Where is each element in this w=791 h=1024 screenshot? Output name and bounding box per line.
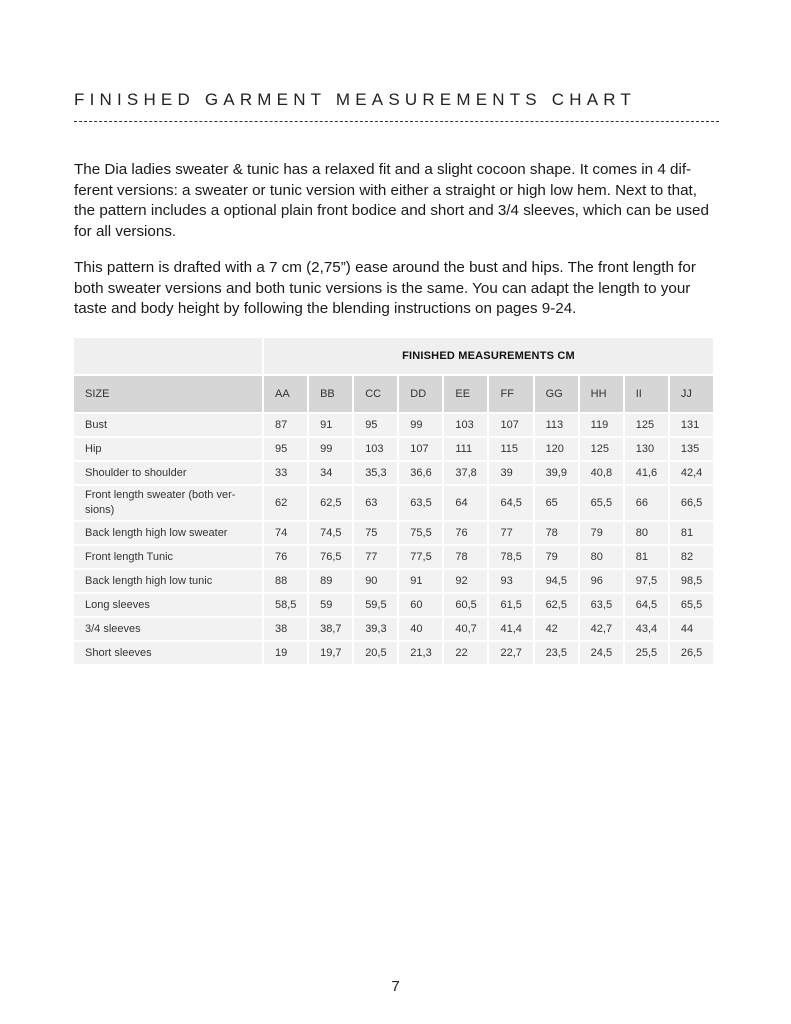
table-cell: 64,5 xyxy=(625,594,668,616)
table-cell: 65,5 xyxy=(580,486,623,520)
table-cell: 78 xyxy=(444,546,487,568)
table-cell: 39,3 xyxy=(354,618,397,640)
table-cell: 60 xyxy=(399,594,442,616)
table-cell: 119 xyxy=(580,414,623,436)
ease-paragraph: This pattern is drafted with a 7 cm (2,75”) ease around the bust and hips. The front length for both sweater versions and both tunic versions is the same. You can adapt the length to your taste and body height by following the blending instructions on pages 9-24. xyxy=(74,259,696,317)
table-cell: 36,6 xyxy=(399,462,442,484)
size-header-cell: BB xyxy=(309,376,352,412)
table-cell: 62,5 xyxy=(309,486,352,520)
size-header-cell: GG xyxy=(535,376,578,412)
table-row xyxy=(74,594,713,616)
table-cell: 42,4 xyxy=(670,462,713,484)
table-cell: 40 xyxy=(399,618,442,640)
row-label: Hip xyxy=(74,438,262,460)
table-cell: 59 xyxy=(309,594,352,616)
table-cell: 93 xyxy=(489,570,532,592)
dashed-divider xyxy=(74,121,719,122)
table-cell: 120 xyxy=(535,438,578,460)
size-header-cell: EE xyxy=(444,376,487,412)
table-cell: 65,5 xyxy=(670,594,713,616)
table-cell: 65 xyxy=(535,486,578,520)
size-header-cell: JJ xyxy=(670,376,713,412)
table-cell: 76,5 xyxy=(309,546,352,568)
table-cell: 107 xyxy=(489,414,532,436)
row-label: Front length sweater (both ver-sions) xyxy=(74,486,262,520)
table-cell: 24,5 xyxy=(580,642,623,664)
table-cell: 125 xyxy=(580,438,623,460)
table-cell: 99 xyxy=(399,414,442,436)
table-row xyxy=(74,546,713,568)
size-header-cell: DD xyxy=(399,376,442,412)
table-cell: 103 xyxy=(354,438,397,460)
table-row xyxy=(74,414,713,436)
table-cell: 97,5 xyxy=(625,570,668,592)
row-label: Bust xyxy=(74,414,262,436)
table-cell: 21,3 xyxy=(399,642,442,664)
row-label: Short sleeves xyxy=(74,642,262,664)
table-cell: 38,7 xyxy=(309,618,352,640)
table-cell: 42 xyxy=(535,618,578,640)
table-cell: 87 xyxy=(264,414,307,436)
table-cell: 95 xyxy=(264,438,307,460)
table-cell: 76 xyxy=(264,546,307,568)
table-row xyxy=(74,522,713,544)
table-cell: 96 xyxy=(580,570,623,592)
table-cell: 64 xyxy=(444,486,487,520)
table-cell: 78 xyxy=(535,522,578,544)
table-row xyxy=(74,438,713,460)
table-cell: 80 xyxy=(580,546,623,568)
size-header-cell: CC xyxy=(354,376,397,412)
table-cell: 43,4 xyxy=(625,618,668,640)
size-header-cell: II xyxy=(625,376,668,412)
table-row xyxy=(74,618,713,640)
table-cell: 44 xyxy=(670,618,713,640)
table-cell: 79 xyxy=(535,546,578,568)
intro-paragraph: The Dia ladies sweater & tunic has a relaxed fit and a slight cocoon shape. It comes in 4 dif-ferent versions: a sweater or tunic version with either a straight or high low hem. Next to that, the pattern includes a optional plain front bodice and short and 3/4 sleeves, which can be used for all versions. xyxy=(74,161,709,240)
table-cell: 75 xyxy=(354,522,397,544)
table-cell: 63,5 xyxy=(580,594,623,616)
group-header: FINISHED MEASUREMENTS CM xyxy=(264,338,713,374)
table-cell: 81 xyxy=(625,546,668,568)
row-label: Long sleeves xyxy=(74,594,262,616)
table-cell: 25,5 xyxy=(625,642,668,664)
table-cell: 135 xyxy=(670,438,713,460)
table-cell: 66 xyxy=(625,486,668,520)
table-cell: 92 xyxy=(444,570,487,592)
table-cell: 19 xyxy=(264,642,307,664)
table-cell: 111 xyxy=(444,438,487,460)
row-label: Back length high low sweater xyxy=(74,522,262,544)
table-cell: 33 xyxy=(264,462,307,484)
table-cell: 103 xyxy=(444,414,487,436)
table-cell: 61,5 xyxy=(489,594,532,616)
table-cell: 74 xyxy=(264,522,307,544)
table-cell: 98,5 xyxy=(670,570,713,592)
table-cell: 95 xyxy=(354,414,397,436)
table-cell: 26,5 xyxy=(670,642,713,664)
table-group-header-row xyxy=(74,338,713,374)
table-cell: 23,5 xyxy=(535,642,578,664)
table-cell: 19,7 xyxy=(309,642,352,664)
table-cell: 38 xyxy=(264,618,307,640)
table-cell: 62 xyxy=(264,486,307,520)
table-cell: 89 xyxy=(309,570,352,592)
table-cell: 60,5 xyxy=(444,594,487,616)
table-cell: 113 xyxy=(535,414,578,436)
table-row xyxy=(74,486,713,520)
size-header-cell: AA xyxy=(264,376,307,412)
row-label: Shoulder to shoulder xyxy=(74,462,262,484)
table-cell: 34 xyxy=(309,462,352,484)
table-cell: 76 xyxy=(444,522,487,544)
table-cell: 75,5 xyxy=(399,522,442,544)
table-cell: 77 xyxy=(354,546,397,568)
row-label: 3/4 sleeves xyxy=(74,618,262,640)
table-cell: 22 xyxy=(444,642,487,664)
table-cell: 41,6 xyxy=(625,462,668,484)
table-cell: 35,3 xyxy=(354,462,397,484)
table-cell: 41,4 xyxy=(489,618,532,640)
table-cell: 88 xyxy=(264,570,307,592)
measurements-table xyxy=(72,336,715,666)
table-cell: 130 xyxy=(625,438,668,460)
page-number: 7 xyxy=(391,978,400,995)
table-cell: 79 xyxy=(580,522,623,544)
row-label: Back length high low tunic xyxy=(74,570,262,592)
table-cell: 82 xyxy=(670,546,713,568)
table-cell: 39 xyxy=(489,462,532,484)
table-row xyxy=(74,642,713,664)
table-cell: 40,8 xyxy=(580,462,623,484)
table-corner-cell xyxy=(74,338,262,374)
table-cell: 22,7 xyxy=(489,642,532,664)
size-header-cell: FF xyxy=(489,376,532,412)
table-cell: 66,5 xyxy=(670,486,713,520)
table-cell: 74,5 xyxy=(309,522,352,544)
table-cell: 42,7 xyxy=(580,618,623,640)
table-cell: 125 xyxy=(625,414,668,436)
table-cell: 107 xyxy=(399,438,442,460)
table-cell: 78,5 xyxy=(489,546,532,568)
table-cell: 64,5 xyxy=(489,486,532,520)
table-cell: 80 xyxy=(625,522,668,544)
size-header-cell: HH xyxy=(580,376,623,412)
row-label: Front length Tunic xyxy=(74,546,262,568)
table-cell: 91 xyxy=(399,570,442,592)
table-cell: 20,5 xyxy=(354,642,397,664)
table-cell: 115 xyxy=(489,438,532,460)
table-row xyxy=(74,570,713,592)
table-cell: 39,9 xyxy=(535,462,578,484)
page-title: FINISHED GARMENT MEASUREMENTS CHART xyxy=(74,90,637,109)
table-cell: 131 xyxy=(670,414,713,436)
table-cell: 59,5 xyxy=(354,594,397,616)
table-cell: 99 xyxy=(309,438,352,460)
table-cell: 37,8 xyxy=(444,462,487,484)
table-cell: 40,7 xyxy=(444,618,487,640)
size-header-label: SIZE xyxy=(74,376,262,412)
table-cell: 94,5 xyxy=(535,570,578,592)
table-cell: 58,5 xyxy=(264,594,307,616)
table-cell: 63,5 xyxy=(399,486,442,520)
table-cell: 63 xyxy=(354,486,397,520)
table-cell: 77 xyxy=(489,522,532,544)
size-header-row xyxy=(74,376,713,412)
table-cell: 90 xyxy=(354,570,397,592)
table-row xyxy=(74,462,713,484)
table-cell: 91 xyxy=(309,414,352,436)
table-cell: 77,5 xyxy=(399,546,442,568)
table-cell: 62,5 xyxy=(535,594,578,616)
table-cell: 81 xyxy=(670,522,713,544)
